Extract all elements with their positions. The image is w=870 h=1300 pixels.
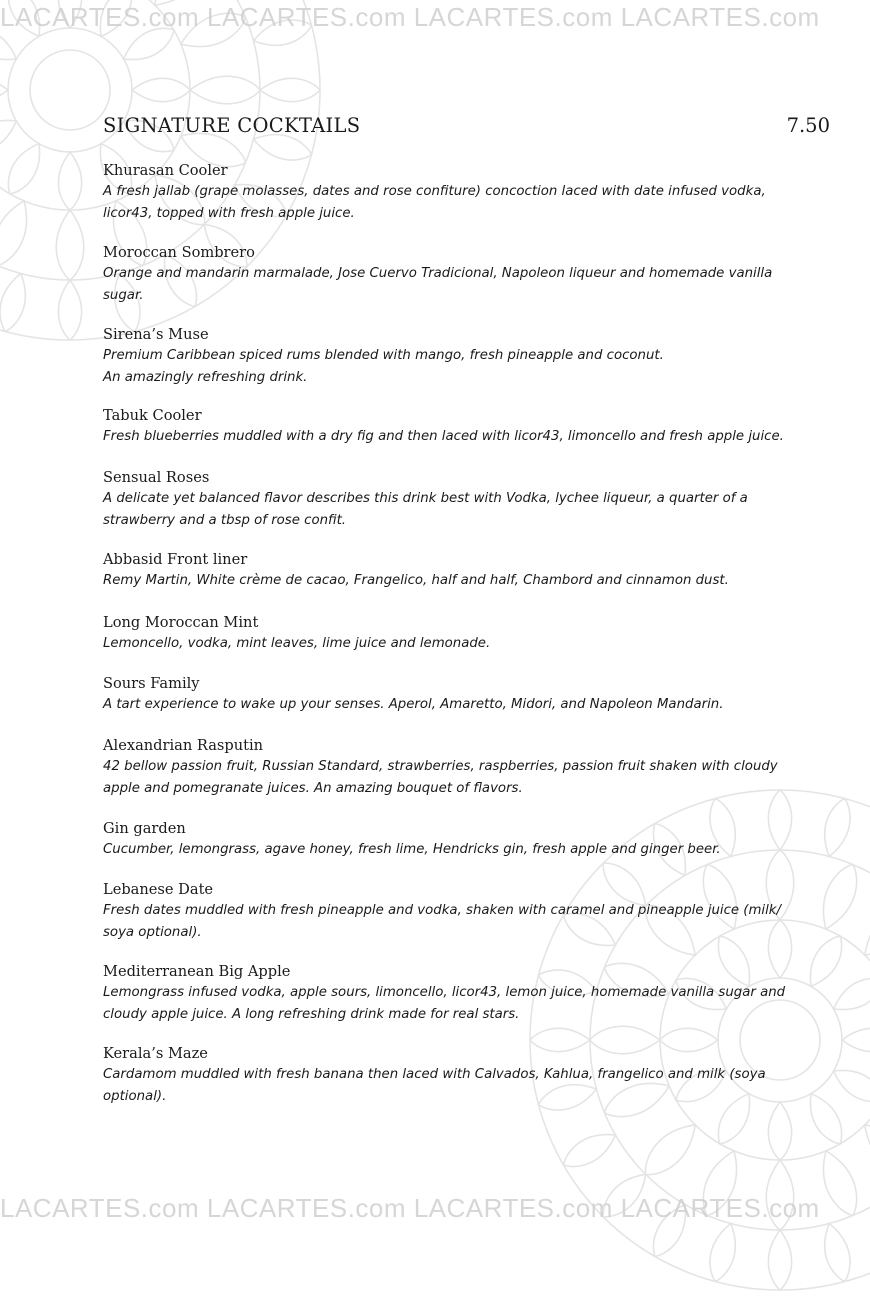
description-line: Lemoncello, vodka, mint leaves, lime juice and lemonade. bbox=[103, 636, 491, 651]
item-description bbox=[103, 633, 838, 655]
item-name: Sours Family bbox=[103, 675, 200, 692]
description-line: Orange and mandarin marmalade, Jose Cuervo Tradicional, Napoleon liqueur and homemade vanilla bbox=[103, 266, 773, 281]
menu-item bbox=[103, 879, 838, 943]
item-description bbox=[103, 345, 838, 388]
description-line: sugar. bbox=[103, 287, 144, 303]
menu-item bbox=[103, 673, 838, 716]
item-description bbox=[103, 1064, 838, 1107]
description-line: Premium Caribbean spiced rums blended with mango, fresh pineapple and coconut. bbox=[103, 348, 664, 363]
menu-item bbox=[103, 324, 838, 388]
item-name: Khurasan Cooler bbox=[103, 162, 228, 179]
item-name: Lebanese Date bbox=[103, 881, 214, 898]
menu-item bbox=[103, 818, 838, 861]
description-line: soya optional). bbox=[103, 924, 202, 940]
description-line: An amazingly refreshing drink. bbox=[103, 369, 308, 385]
description-line: Lemongrass infused vodka, apple sours, limoncello, licor43, lemon juice, homemade vanilla sugar and bbox=[103, 985, 786, 1000]
section-header bbox=[103, 114, 830, 144]
description-line: Fresh dates muddled with fresh pineapple and vodka, shaken with caramel and pineapple juice (milk/ bbox=[103, 903, 781, 918]
section-price: 7.50 bbox=[786, 114, 830, 137]
item-name: Alexandrian Rasputin bbox=[103, 737, 264, 754]
item-description bbox=[103, 426, 838, 448]
item-description bbox=[103, 488, 838, 531]
description-line: A fresh jallab (grape molasses, dates and rose confiture) concoction laced with date infused vodka, bbox=[103, 184, 766, 199]
item-description bbox=[103, 181, 838, 224]
item-name: Sensual Roses bbox=[103, 469, 210, 486]
item-name: Mediterranean Big Apple bbox=[103, 963, 291, 980]
description-line: cloudy apple juice. A long refreshing drink made for real stars. bbox=[103, 1006, 520, 1022]
item-name: Kerala’s Maze bbox=[103, 1045, 208, 1062]
description-line: Remy Martin, White crème de cacao, Frangelico, half and half, Chambord and cinnamon dust. bbox=[103, 573, 729, 588]
menu-item bbox=[103, 549, 838, 592]
description-line: A delicate yet balanced flavor describes this drink best with Vodka, lychee liqueur, a quarter of a bbox=[103, 491, 748, 506]
description-line: Fresh blueberries muddled with a dry fig and then laced with licor43, limoncello and fresh apple juice. bbox=[103, 429, 784, 444]
watermark-top: LACARTES.com LACARTES.com LACARTES.com LACARTES.com bbox=[0, 2, 820, 32]
description-line: Cardamom muddled with fresh banana then laced with Calvados, Kahlua, frangelico and milk (soya bbox=[103, 1067, 766, 1082]
item-name: Tabuk Cooler bbox=[103, 407, 202, 424]
menu-item bbox=[103, 961, 838, 1025]
item-description bbox=[103, 756, 838, 799]
item-description bbox=[103, 982, 838, 1025]
menu-item bbox=[103, 735, 838, 799]
item-name: Long Moroccan Mint bbox=[103, 614, 259, 631]
item-description bbox=[103, 570, 838, 592]
menu-item bbox=[103, 612, 838, 655]
description-line: 42 bellow passion fruit, Russian Standard, strawberries, raspberries, passion fruit shaken with cloudy bbox=[103, 759, 778, 774]
menu-item bbox=[103, 160, 838, 224]
description-line: optional). bbox=[103, 1088, 167, 1104]
menu-item bbox=[103, 242, 838, 306]
item-name: Abbasid Front liner bbox=[103, 551, 248, 568]
description-line: Cucumber, lemongrass, agave honey, fresh lime, Hendricks gin, fresh apple and ginger beer. bbox=[103, 842, 721, 857]
description-line: licor43, topped with fresh apple juice. bbox=[103, 205, 355, 221]
watermark-bottom: LACARTES.com LACARTES.com LACARTES.com LACARTES.com bbox=[0, 1193, 820, 1223]
item-description bbox=[103, 839, 838, 861]
description-line: apple and pomegranate juices. An amazing bouquet of flavors. bbox=[103, 780, 523, 796]
item-name: Moroccan Sombrero bbox=[103, 244, 255, 261]
item-description bbox=[103, 694, 838, 716]
menu-item bbox=[103, 467, 838, 531]
menu-item bbox=[103, 405, 838, 448]
description-line: strawberry and a tbsp of rose confit. bbox=[103, 512, 347, 528]
section-title: SIGNATURE COCKTAILS bbox=[103, 114, 361, 137]
description-line: A tart experience to wake up your senses. Aperol, Amaretto, Midori, and Napoleon Mandarin. bbox=[103, 697, 724, 712]
item-description bbox=[103, 263, 838, 306]
item-description bbox=[103, 900, 838, 943]
item-name: Gin garden bbox=[103, 820, 186, 837]
item-name: Sirena’s Muse bbox=[103, 326, 209, 343]
menu-item bbox=[103, 1043, 838, 1107]
